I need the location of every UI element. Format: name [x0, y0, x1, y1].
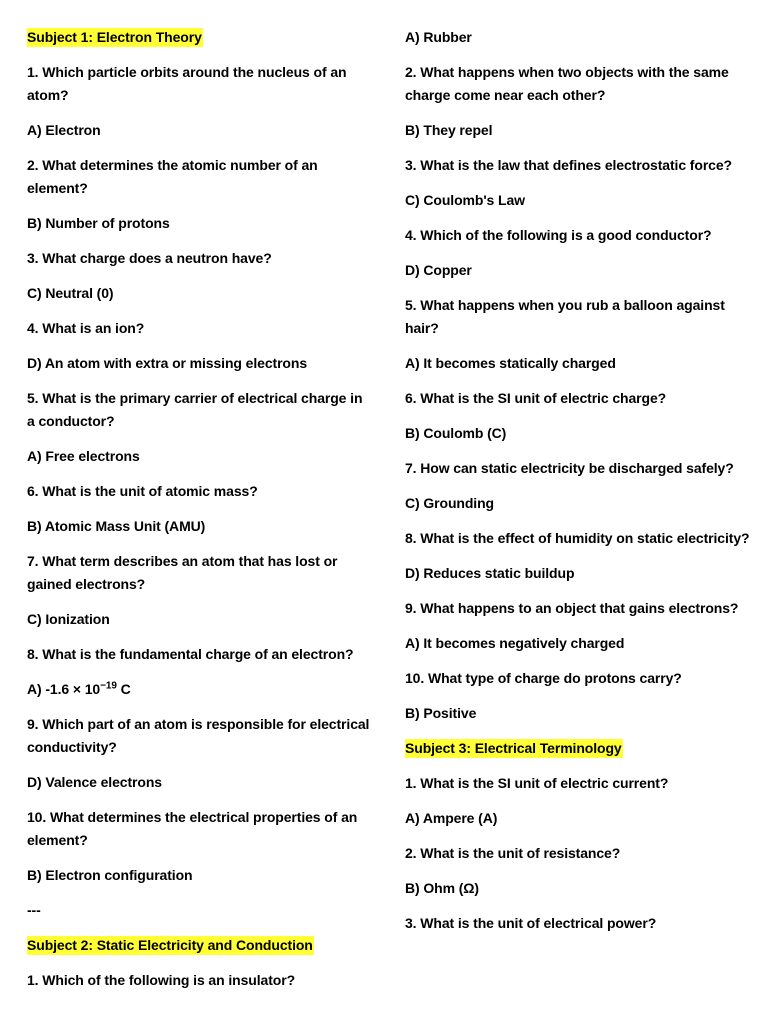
question-8: 8. What is the effect of humidity on static electricity? [405, 530, 750, 546]
answer-10: B) Electron configuration [27, 867, 193, 883]
subject-2-heading: Subject 2: Static Electricity and Conduction [27, 937, 313, 953]
question-3: 3. What charge does a neutron have? [27, 250, 272, 266]
answer-2: B) They repel [405, 122, 493, 138]
answer-8-base: A) -1.6 × 10 [27, 681, 101, 697]
answer-2: B) Number of protons [27, 215, 170, 231]
question-5: 5. What is the primary carrier of electrical charge in a conductor? [27, 390, 363, 429]
question-4: 4. What is an ion? [27, 320, 145, 336]
answer-8: D) Reduces static buildup [405, 565, 575, 581]
subject-heading [27, 934, 372, 957]
answer-1: A) Electron [27, 122, 101, 138]
question-2: 2. What happens when two objects with the same charge come near each other? [405, 64, 729, 103]
question-6: 6. What is the unit of atomic mass? [27, 483, 258, 499]
answer-6: B) Coulomb (C) [405, 425, 507, 441]
answer-3: C) Neutral (0) [27, 285, 114, 301]
answer-2: B) Ohm (Ω) [405, 880, 479, 896]
question-9: 9. What happens to an object that gains electrons? [405, 600, 739, 616]
question-7: 7. What term describes an atom that has lost or gained electrons? [27, 553, 338, 592]
subject-heading [27, 26, 372, 49]
question-1: 1. Which particle orbits around the nucleus of an atom? [27, 64, 347, 103]
answer-4: D) An atom with extra or missing electrons [27, 355, 308, 371]
answer-7: C) Ionization [27, 611, 110, 627]
answer-9: D) Valence electrons [27, 774, 162, 790]
answer-8-unit: C [116, 681, 131, 697]
question-3: 3. What is the unit of electrical power? [405, 915, 657, 931]
answer-1: A) Ampere (A) [405, 810, 498, 826]
answer-4: D) Copper [405, 262, 472, 278]
answer-10: B) Positive [405, 705, 477, 721]
answer-9: A) It becomes negatively charged [405, 635, 625, 651]
answer-5: A) Free electrons [27, 448, 140, 464]
subject-1-heading: Subject 1: Electron Theory [27, 29, 202, 45]
answer-8 [27, 678, 372, 701]
question-2: 2. What determines the atomic number of an element? [27, 157, 318, 196]
separator: --- [27, 902, 41, 918]
answer-1: A) Rubber [405, 29, 472, 45]
question-7: 7. How can static electricity be discharged safely? [405, 460, 734, 476]
question-10: 10. What type of charge do protons carry? [405, 670, 682, 686]
question-10: 10. What determines the electrical properties of an element? [27, 809, 358, 848]
question-5: 5. What happens when you rub a balloon against hair? [405, 297, 725, 336]
question-6: 6. What is the SI unit of electric charge? [405, 390, 667, 406]
answer-3: C) Coulomb's Law [405, 192, 525, 208]
answer-5: A) It becomes statically charged [405, 355, 616, 371]
answer-6: B) Atomic Mass Unit (AMU) [27, 518, 206, 534]
left-column [27, 26, 372, 1004]
question-9: 9. Which part of an atom is responsible for electrical conductivity? [27, 716, 370, 755]
question-4: 4. Which of the following is a good conductor? [405, 227, 712, 243]
right-column [405, 26, 750, 947]
question-1: 1. What is the SI unit of electric current? [405, 775, 669, 791]
question-3: 3. What is the law that defines electrostatic force? [405, 157, 732, 173]
question-2: 2. What is the unit of resistance? [405, 845, 621, 861]
question-8: 8. What is the fundamental charge of an electron? [27, 646, 354, 662]
question-1: 1. Which of the following is an insulator? [27, 972, 296, 988]
subject-heading [405, 737, 750, 760]
answer-7: C) Grounding [405, 495, 495, 511]
subject-3-heading: Subject 3: Electrical Terminology [405, 740, 622, 756]
answer-8-exponent: −19 [100, 680, 117, 692]
